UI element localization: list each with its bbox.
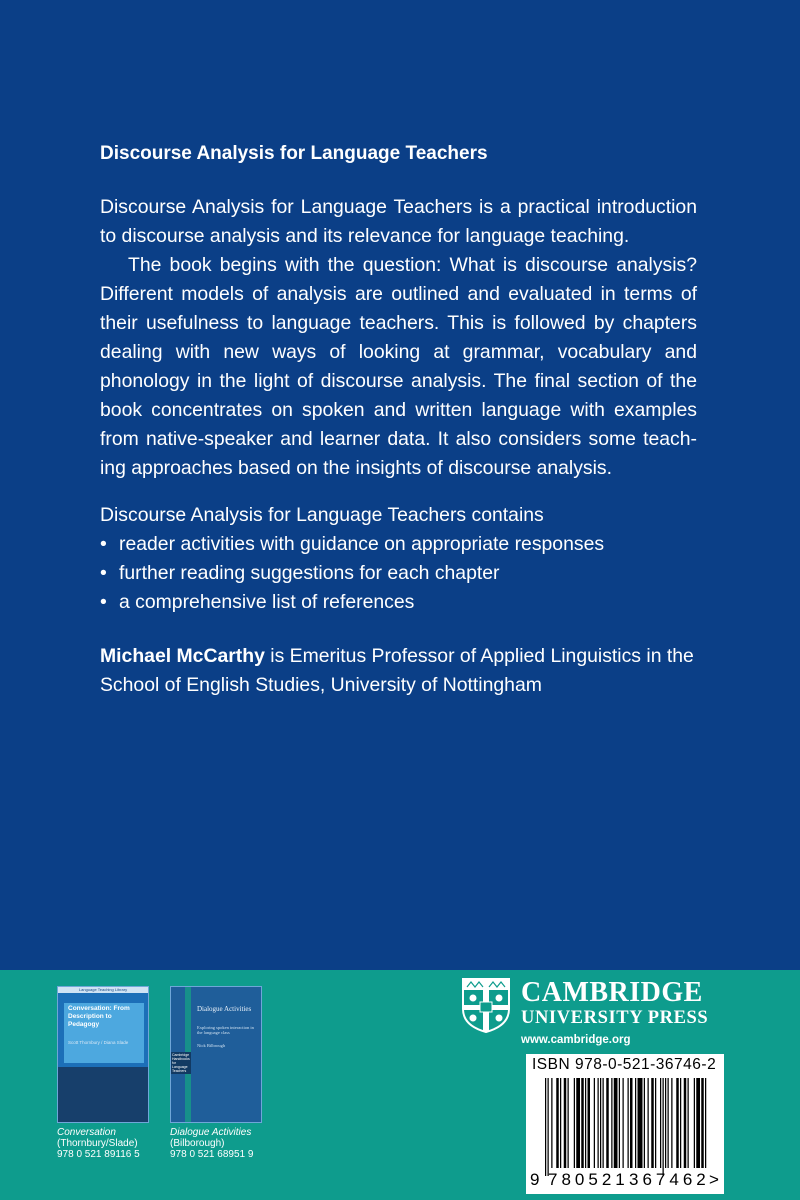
barcode-bar xyxy=(545,1078,546,1176)
barcode-bar xyxy=(598,1078,599,1168)
author-bio-text: is Emeritus Professor of Applied Linguistics in the School of English Studies, University of Nottingham xyxy=(100,645,694,696)
publisher-name-line2: UNIVERSITY PRESS xyxy=(521,1008,709,1028)
barcode-digit-group-1: 780521 xyxy=(548,1170,629,1189)
barcode-bar xyxy=(648,1078,649,1168)
barcode-bar xyxy=(651,1078,654,1168)
barcode-bar xyxy=(600,1078,601,1168)
cover-series-label: Language Teaching Library xyxy=(58,987,148,993)
cover-subtitle: Exploring spoken interaction in the language class xyxy=(197,1025,254,1035)
barcode-digits xyxy=(526,1170,724,1190)
barcode-bar xyxy=(606,1078,609,1168)
barcode-bar xyxy=(694,1078,695,1168)
feature-item: • a comprehensive list of references xyxy=(100,588,604,617)
barcode-bar xyxy=(660,1078,661,1168)
related-book-cover-conversation[interactable] xyxy=(57,986,149,1123)
barcode-bar xyxy=(614,1078,618,1168)
barcode-bar xyxy=(581,1078,584,1168)
book-description xyxy=(100,193,697,483)
barcode-bar xyxy=(638,1078,643,1168)
barcode-bar xyxy=(594,1078,595,1168)
barcode-bars xyxy=(529,1078,721,1178)
cover-series-label: Cambridge Handbooks for Language Teachers xyxy=(172,1053,190,1073)
book-heading: Discourse Analysis for Language Teachers xyxy=(100,143,488,164)
feature-item: • reader activities with guidance on appropriate responses xyxy=(100,530,604,559)
barcode-bar xyxy=(574,1078,575,1168)
cover-photo xyxy=(58,1067,148,1122)
contains-intro: Discourse Analysis for Language Teachers contains xyxy=(100,504,544,526)
barcode-bar xyxy=(619,1078,620,1168)
barcode-bar xyxy=(676,1078,679,1168)
barcode-bar xyxy=(568,1078,569,1168)
barcode-bar xyxy=(665,1078,666,1168)
barcode-bar xyxy=(688,1078,689,1168)
barcode-bar xyxy=(551,1078,552,1168)
barcode-bar xyxy=(603,1078,604,1168)
cover-series-block xyxy=(171,1052,191,1074)
barcode-bar xyxy=(705,1078,706,1168)
barcode-bar xyxy=(680,1078,681,1168)
description-paragraph-1: Discourse Analysis for Language Teachers is a practical introduction to discourse analysis and its relevance for language teaching. xyxy=(100,196,697,247)
barcode-bar xyxy=(630,1078,633,1168)
related-book-title: Conversation xyxy=(57,1127,116,1138)
barcode-bar xyxy=(560,1078,561,1168)
barcode-bar xyxy=(548,1078,549,1176)
barcode-bar xyxy=(701,1078,704,1168)
cover-authors: Nick Bilbrough xyxy=(197,1043,226,1048)
isbn-label: ISBN 978-0-521-36746-2 xyxy=(532,1056,717,1073)
cover-authors: Scott Thornbury / Diana Slade xyxy=(68,1040,129,1045)
publisher-name xyxy=(521,978,708,1028)
barcode-bar xyxy=(671,1078,672,1168)
barcode-bar xyxy=(611,1078,612,1168)
related-book-caption xyxy=(57,1127,140,1160)
cover-title: Dialogue Activities xyxy=(197,1005,252,1013)
barcode-bar xyxy=(556,1078,559,1168)
related-book-isbn: 978 0 521 89116 5 xyxy=(57,1149,140,1160)
related-book-isbn: 978 0 521 68951 9 xyxy=(170,1149,254,1160)
related-book-authors: (Bilborough) xyxy=(170,1138,225,1149)
isbn-barcode xyxy=(526,1054,724,1194)
barcode-bar xyxy=(635,1078,636,1168)
barcode-leading-digit: 9 xyxy=(530,1170,540,1189)
barcode-bar xyxy=(623,1078,624,1168)
barcode-digit-group-2: 367462 xyxy=(629,1170,710,1189)
author-bio xyxy=(100,642,710,700)
feature-item: • further reading suggestions for each chapter xyxy=(100,559,604,588)
barcode-bar xyxy=(663,1078,664,1176)
barcode-bar xyxy=(576,1078,580,1168)
publisher-website-link[interactable]: www.cambridge.org xyxy=(521,1034,631,1046)
related-book-title: Dialogue Activities xyxy=(170,1127,252,1138)
publisher-name-line1: CAMBRIDGE xyxy=(521,977,703,1008)
barcode-bar xyxy=(696,1078,700,1168)
barcode-bar xyxy=(668,1078,669,1168)
related-book-caption xyxy=(170,1127,253,1160)
related-book-authors: (Thornbury/Slade) xyxy=(57,1138,138,1149)
related-book-cover-dialogue[interactable] xyxy=(170,986,262,1123)
barcode-bar xyxy=(644,1078,645,1168)
barcode-bar xyxy=(628,1078,629,1168)
barcode-end-mark: > xyxy=(709,1170,719,1189)
barcode-bar xyxy=(585,1078,586,1168)
cambridge-shield-icon xyxy=(461,977,511,1034)
cover-title: Conversation: From Description to Pedagogy xyxy=(68,1005,130,1028)
barcode-bar xyxy=(588,1078,591,1168)
barcode-bar xyxy=(655,1078,656,1168)
description-paragraph-2: The book begins with the question: What is discourse analysis? Different models of analysis are outlined and evaluated in terms of their usefulness to language teachers. This is followed by chapters dealing with new ways of looking at grammar, vocabulary and phonology in the light of discourse analysis. The final section of the book concentrates on spoken and written language with examples from native-speaker and learner data. It also considers some teaching approaches based on the insights of discourse analysis. xyxy=(100,254,697,479)
author-name: Michael McCarthy xyxy=(100,645,265,667)
barcode-bar xyxy=(564,1078,567,1168)
barcode-bar xyxy=(684,1078,687,1168)
feature-list xyxy=(100,530,604,617)
